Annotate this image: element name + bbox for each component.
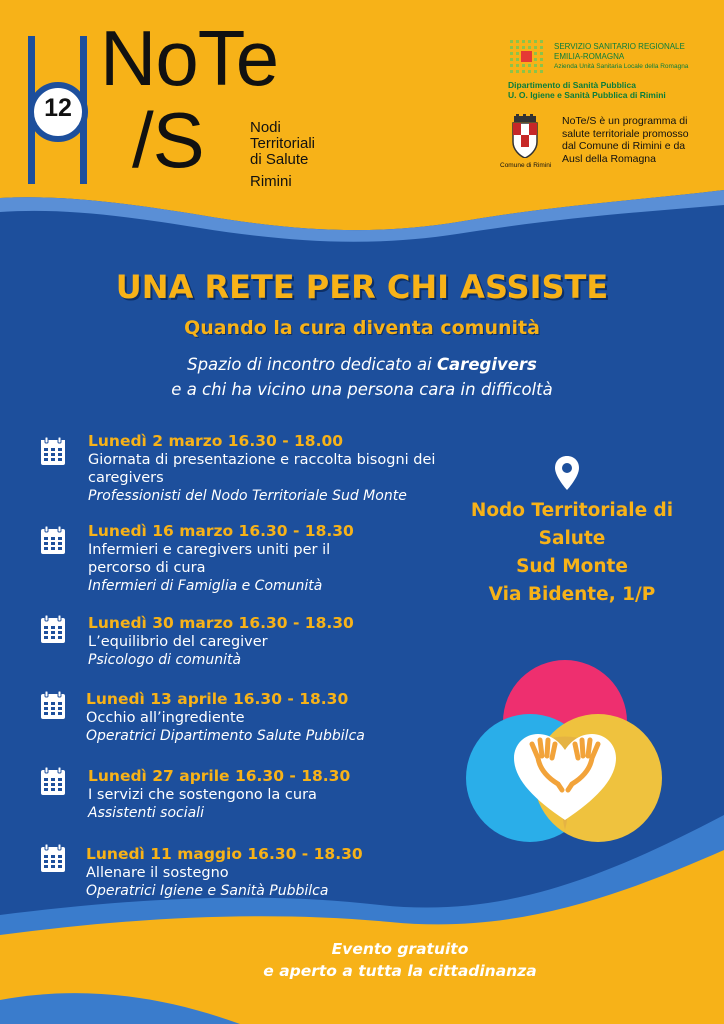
comune-line: dal Comune di Rimini e da <box>562 140 686 152</box>
footer-note <box>250 938 550 982</box>
comune-line: salute territoriale promosso <box>562 127 689 140</box>
event-date: Lunedì 27 aprile 16.30 - 18.30 <box>88 767 351 785</box>
calendar-icon <box>40 843 66 873</box>
logo-sub-line: Nodi <box>250 119 281 136</box>
venue-line: Sud Monte <box>516 556 628 577</box>
logo-sub-line: Rimini <box>250 173 292 190</box>
logo-slash-s: /S <box>132 96 204 184</box>
comune-description <box>562 115 689 165</box>
calendar-icon <box>40 766 66 796</box>
event-speaker: Professionisti del Nodo Territoriale Sud Monte <box>88 488 407 504</box>
event-title: Infermieri e caregivers uniti per il <box>88 542 331 558</box>
event-item <box>88 522 468 595</box>
asl-name <box>554 42 688 72</box>
asl-dept-line: Dipartimento di Sanità Pubblica <box>508 80 636 90</box>
intro-line-1 <box>0 355 724 374</box>
footer-line: e aperto a tutta la cittadinanza <box>263 962 537 980</box>
event-date: Lunedì 11 maggio 16.30 - 18.30 <box>86 845 363 863</box>
footer-line: Evento gratuito <box>331 940 469 958</box>
event-title: L’equilibrio del caregiver <box>88 634 268 650</box>
asl-department <box>508 80 666 100</box>
intro-highlight: Caregivers <box>436 355 537 374</box>
calendar-icon <box>40 690 66 720</box>
event-speaker: Assistenti sociali <box>88 805 204 821</box>
event-item <box>86 690 466 745</box>
event-date: Lunedì 16 marzo 16.30 - 18.30 <box>88 522 354 540</box>
event-speaker: Infermieri di Famiglia e Comunità <box>88 578 323 594</box>
logo-number: 12 <box>44 94 72 122</box>
event-speaker: Psicologo di comunità <box>88 652 242 668</box>
event-speaker: Operatrici Igiene e Sanità Pubbilca <box>86 883 329 899</box>
event-item <box>88 767 468 822</box>
asl-line: Azienda Unità Sanitaria Locale della Romagna <box>554 63 689 70</box>
event-speaker: Operatrici Dipartimento Salute Pubbilca <box>86 728 365 744</box>
intro-line-2: e a chi ha vicino una persona cara in difficoltà <box>171 380 553 399</box>
venue-line: Salute <box>538 528 606 549</box>
asl-logo-icon <box>508 38 550 78</box>
main-title: UNA RETE PER CHI ASSISTE <box>115 268 609 306</box>
map-pin-icon <box>554 455 580 491</box>
event-date: Lunedì 2 marzo 16.30 - 18.00 <box>88 432 344 450</box>
logo-note: NoTe <box>100 14 279 102</box>
event-title: Allenare il sostegno <box>86 865 229 881</box>
event-title: caregivers <box>88 470 164 486</box>
asl-dept-line: U. O. Igiene e Sanità Pubblica di Rimini <box>508 90 666 100</box>
event-item <box>88 614 468 669</box>
event-date: Lunedì 13 aprile 16.30 - 18.30 <box>86 690 349 708</box>
calendar-icon <box>40 614 66 644</box>
venue-line: Via Bidente, 1/P <box>488 584 656 605</box>
event-title: Giornata di presentazione e raccolta bisogni dei <box>88 452 436 468</box>
asl-line: EMILIA-ROMAGNA <box>554 52 625 61</box>
comune-line: NoTe/S è un programma di <box>562 115 688 127</box>
comune-rimini-crest-icon <box>510 114 540 158</box>
asl-line: SERVIZIO SANITARIO REGIONALE <box>554 42 685 51</box>
event-title: I servizi che sostengono la cura <box>88 787 317 803</box>
logo-sub <box>250 120 315 190</box>
comune-line: Ausl della Romagna <box>562 152 656 165</box>
event-date: Lunedì 30 marzo 16.30 - 18.30 <box>88 614 354 632</box>
event-item <box>88 432 468 505</box>
event-title: percorso di cura <box>88 560 206 576</box>
venue-line: Nodo Territoriale di <box>470 500 674 521</box>
venue <box>462 497 682 609</box>
logo-sub-line: di Salute <box>250 151 309 168</box>
event-item <box>86 845 466 900</box>
intro-text: Spazio di incontro dedicato ai <box>187 355 437 374</box>
caregiver-circles-graphic <box>462 660 672 850</box>
subtitle: Quando la cura diventa comunità <box>184 317 540 339</box>
logo-sub-line: Territoriali <box>250 135 316 152</box>
event-title: Occhio all’ingrediente <box>86 710 245 726</box>
calendar-icon <box>40 525 66 555</box>
comune-label: Comune di Rimini <box>500 162 552 169</box>
calendar-icon <box>40 436 66 466</box>
